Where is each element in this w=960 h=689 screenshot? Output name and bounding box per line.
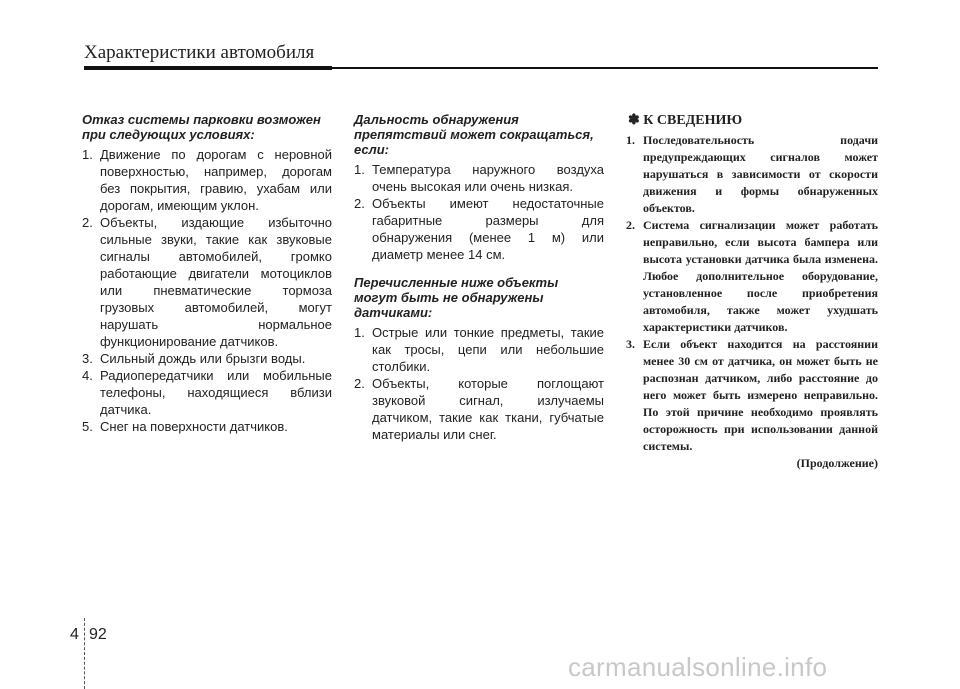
page-divider-line (84, 618, 85, 689)
note-list (626, 132, 878, 455)
list-item: 2. Объекты, которые поглощают звуковой сигнал, излучаемы датчиком, такие как ткани, губчатые материалы или снег. (354, 376, 604, 442)
parking-failure-heading: Отказ системы парковки возможен при следующих условиях: (82, 112, 321, 142)
list-item: 3. Если объект находится на расстоянии менее 30 см от датчика, он может быть не распознан датчиком, либо расстояние до него может быть измерено неправильно. По этой причине необходимо проявлять осторожность при использовании данной системы. (626, 337, 878, 453)
list-item: 1. Температура наружного воздуха очень высокая или очень низкая. (354, 162, 604, 194)
parking-failure-list (82, 146, 332, 435)
undetected-objects-heading: Перечисленные ниже объекты могут быть не обнаружены датчиками: (354, 275, 559, 320)
column-detection-range (354, 112, 604, 455)
page-title: Характеристики автомобиля (84, 42, 315, 63)
watermark: carmanualsonline.info (568, 652, 828, 682)
header-rule-thick (84, 66, 332, 70)
header-rule-thin (332, 67, 878, 69)
list-item: 2. Система сигнализации может работать неправильно, если высота бампера или высота установки датчика была изменена. Любое дополнительное оборудование, установленное после приобретения автомобиля, также может ухудшать характеристики датчиков. (626, 218, 878, 334)
note-asterisk-icon: ✽ (628, 113, 640, 128)
note-title: ✽ К СВЕДЕНИЮ (628, 113, 743, 128)
list-item: 1. Острые или тонкие предметы, такие как тросы, цепи или небольшие столбики. (354, 325, 604, 374)
list-item: 1. Движение по дорогам с неровной поверхностью, например, дорогам без покрытия, гравию, ухабам или дорогам, имеющим уклон. (82, 147, 332, 213)
list-item: 5. Снег на поверхности датчиков. (82, 419, 288, 434)
list-item: 3. Сильный дождь или брызги воды. (82, 351, 306, 366)
continued-label: (Продолжение) (796, 456, 878, 470)
list-item: 1. Последовательность подачи предупреждающих сигналов может нарушаться в зависимости от скорости движения и формы обнаруженных объектов. (626, 133, 878, 215)
list-item: 2. Объекты, издающие избыточно сильные звуки, такие как звуковые сигналы автомобилей, громко работающие двигатели мотоциклов или пневматические тормоза грузовых автомобилей, могут нарушать нормальное функционирование датчиков. (82, 215, 332, 349)
header-rule (84, 66, 878, 70)
page-num: 92 (89, 626, 107, 643)
section-number: 4 (70, 626, 79, 643)
info-note (626, 112, 878, 472)
detection-range-list (354, 161, 604, 263)
list-item: 4. Радиопередатчики или мобильные телефоны, находящиеся вблизи датчика. (82, 368, 332, 417)
list-item: 2. Объекты имеют недостаточные габаритные размеры для обнаружения (менее 1 м) или диаметр менее 14 см. (354, 196, 604, 262)
undetected-objects-list (354, 324, 604, 443)
detection-range-heading: Дальность обнаружения препятствий может сокращаться, если: (354, 112, 594, 157)
column-parking-failure (82, 112, 332, 447)
